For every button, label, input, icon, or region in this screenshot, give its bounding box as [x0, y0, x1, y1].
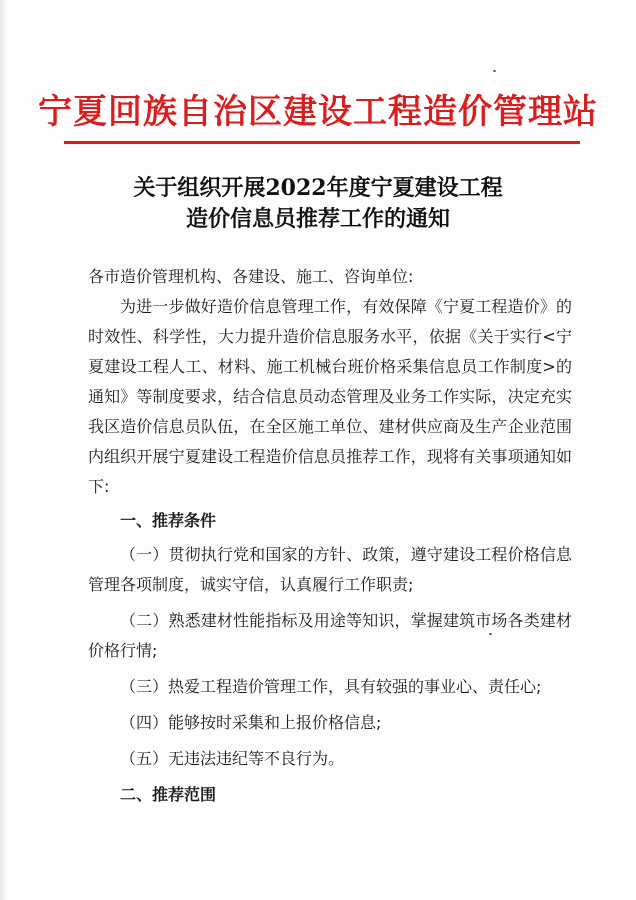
intro-paragraph: 为进一步做好造价信息管理工作，有效保障《宁夏工程造价》的时效性、科学性，大力提升造价信息服务水平，依据《关于实行<宁夏建设工程人工、材料、施工机械台班价格采集信息员工作制度>的通知》等制度要求，结合信息员动态管理及业务工作实际，决定充实我区造价信息员队伍，在全区施工单位、建材供应商及生产企业范围内组织开展宁夏建设工程造价信息员推荐工作，现将有关事项通知如下:	[88, 297, 572, 496]
notice-title-line-2: 造价信息员推荐工作的通知	[185, 206, 450, 232]
condition-item-3: （三）热爱工程造价管理工作，具有较强的事业心、责任心;	[120, 677, 542, 696]
condition-item-4: （四）能够按时采集和上报价格信息;	[120, 713, 382, 732]
condition-item-2: （二）熟悉建材性能指标及用途等知识，掌握建筑市场各类建材价格行情;	[88, 611, 572, 660]
section-heading-scope: 二、推荐范围	[120, 785, 217, 804]
organization-header: 宁夏回族自治区建设工程造价管理站	[38, 92, 598, 132]
condition-item-5: （五）无违法违纪等不良行为。	[120, 749, 345, 768]
section-heading-conditions: 一、推荐条件	[120, 511, 217, 530]
notice-body	[88, 262, 572, 814]
red-divider-line	[64, 141, 580, 144]
scan-speck	[493, 70, 496, 72]
scan-speck	[489, 633, 492, 635]
salutation: 各市造价管理机构、各建设、施工、咨询单位:	[88, 267, 414, 286]
notice-title-line-1: 关于组织开展2022年度宁夏建设工程	[133, 175, 503, 201]
condition-item-1: （一）贯彻执行党和国家的方针、政策，遵守建设工程价格信息管理各项制度，诚实守信，认真履行工作职责;	[88, 545, 572, 594]
scan-edge-shadow	[0, 0, 8, 900]
